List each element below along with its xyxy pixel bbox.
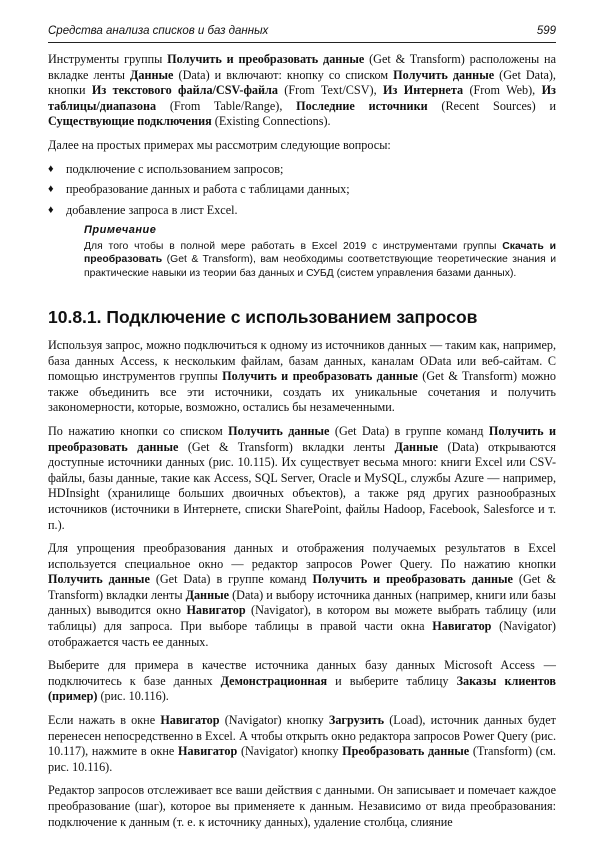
question-list <box>48 162 556 219</box>
text-run: (Data) и включают: кнопку со списком <box>173 67 394 82</box>
bold-term: Данные <box>394 439 439 454</box>
intro-paragraph-2: Далее на простых примерах мы рассмотрим следующие вопросы: <box>48 137 391 152</box>
bold-term: Получить и преобразовать данные <box>222 369 418 384</box>
bold-term: Демонстрационная <box>220 673 328 688</box>
diamond-bullet-icon: ♦ <box>48 183 54 196</box>
text-run: (From Web), <box>463 83 542 98</box>
bold-term: Получить и преобразовать данные <box>48 423 556 454</box>
note-heading: Примечание <box>84 224 157 237</box>
text-run: Если нажать в окне <box>48 713 161 728</box>
bold-term: Навигатор <box>160 713 220 728</box>
bold-term: Данные <box>130 67 174 82</box>
section-heading: 10.8.1. Подключение с использованием запросов <box>48 306 478 327</box>
text-run: (Get & Transform) можно также объединить все эти источники, создать их уникальные сочетания и получить закономерности, которые, возможно, остались бы незамеченными. <box>48 369 556 415</box>
intro-paragraph-1 <box>48 52 556 130</box>
diamond-bullet-icon: ♦ <box>48 203 54 216</box>
section-paragraph <box>48 424 556 533</box>
list-item: ♦ добавление запроса в лист Excel. <box>48 202 238 217</box>
text-run: (Navigator) отображается часть ее данных. <box>48 619 556 649</box>
bold-term: Навигатор <box>432 619 492 634</box>
text-run: (Get Data), кнопки <box>48 67 556 98</box>
text-run: (Navigator), в котором вы можете выбрать таблицу (или таблицы) для запроса. При выборе таблицы в правой части окна <box>48 603 556 634</box>
note-text <box>84 240 556 280</box>
bold-term: Существующие подключения <box>48 114 212 129</box>
text-run: (Data) и выбору источника данных (например, книги или базы данных) выводится окно <box>48 587 556 618</box>
text-run: (Get Data) в группе команд <box>329 423 489 438</box>
text-run: (Data) открываются доступные источники данных (рис. 10.115). Их существует весьма много: книги Excel или CSV-файлы, базы данные, такие как Access, SQL Server, Oracle и MySQL, службы Azure — например, HDInsight (хранилище больших двоичных объектов), а также ряд других разнообразных источников (источники в Интернете, списки SharePoint, файлы Hadoop, Facebook, Salesforce и т. п.). <box>48 439 557 532</box>
text-run: (Get & Transform) вкладки ленты <box>178 439 395 454</box>
page-number: 599 <box>536 25 556 37</box>
section-paragraph <box>48 713 556 775</box>
section-paragraph <box>48 541 556 650</box>
bold-term: Из текстового файла/CSV-файла <box>91 83 278 98</box>
bold-term: Навигатор <box>178 744 238 759</box>
list-item: ♦ преобразование данных и работа с таблицами данных; <box>48 182 350 197</box>
text-run: (Transform) (см. рис. 10.116). <box>48 744 556 774</box>
diamond-bullet-icon: ♦ <box>48 162 54 175</box>
text-run: (Navigator) кнопку <box>219 713 329 728</box>
text-run: (Recent Sources) и <box>427 98 556 113</box>
text-run: (Get Data) в группе команд <box>149 572 313 587</box>
bold-term: Получить данные <box>48 572 150 587</box>
text-run: (From Table/Range), <box>156 98 297 113</box>
text-run: (Existing Connections). <box>211 114 331 129</box>
note-box <box>84 224 556 280</box>
text-run: (Get & Transform), вам необходимы соответствующие теоретические знания и практические навыки из теории баз данных и СУБД (систем управления базами данных). <box>84 254 556 279</box>
text-run: Инструменты группы <box>48 52 168 66</box>
page-body <box>48 52 556 838</box>
bold-term: Из таблицы/диапазона <box>48 83 556 113</box>
text-run: (рис. 10.116). <box>97 689 169 704</box>
bold-term: Заказы клиентов (пример) <box>48 673 556 704</box>
text-run: Для того чтобы в полной мере работать в Excel 2019 с инструментами группы <box>84 240 503 252</box>
text-run: Редактор запросов отслеживает все ваши действия с данными. Он записывает и помечает каждое преобразование (шаг), которое вы применяете к данным. Независимо от вида преобразования: подключение к данным (т. е. к источнику данных), удаление столбца, слияние <box>48 783 556 829</box>
text-run: (Load), источник данных будет перенесен непосредственно в Excel. А чтобы открыть окно редактора запросов Power Query (рис. 10.117), нажмите в окне <box>48 713 556 759</box>
list-item: ♦ подключение с использованием запросов; <box>48 161 284 176</box>
header-title: Средства анализа списков и баз данных <box>48 25 269 37</box>
text-run: и выберите таблицу <box>327 673 457 688</box>
text-run: (From Text/CSV), <box>277 83 383 98</box>
text-run: Для упрощения преобразования данных и отображения получаемых результатов в Excel используется специальное окно — редактор запросов Power Query. По нажатию кнопки <box>48 541 556 571</box>
bold-term: Преобразовать данные <box>342 744 470 759</box>
text-run: Используя запрос, можно подключиться к одному из источников данных — таким как, например, база данных Access, к нескольким файлам, базам данных, каналам OData или веб-сайтам. С помощью инструментов группы <box>48 337 556 384</box>
section-paragraph <box>48 783 556 830</box>
bold-term: Навигатор <box>186 603 246 618</box>
bold-term: Получить данные <box>228 423 330 438</box>
section-paragraph <box>48 658 556 705</box>
section-paragraph <box>48 338 556 416</box>
text-run: Выберите для примера в качестве источника данных базу данных Microsoft Access — подключитесь к базе данных <box>48 658 556 688</box>
text-run: По нажатию кнопки со списком <box>48 423 229 438</box>
bold-term: Загрузить <box>328 713 385 728</box>
bold-term: Получить и преобразовать данные <box>312 572 513 587</box>
text-run: (Get & Transform) вкладки ленты <box>48 572 556 602</box>
text-run: (Navigator) кнопку <box>237 744 343 759</box>
bold-term: Данные <box>185 587 230 602</box>
bold-term: Последние источники <box>296 98 428 113</box>
bold-term: Скачать и преобразовать <box>84 240 556 266</box>
bold-term: Из Интернета <box>382 83 464 98</box>
bold-term: Получить и преобразовать данные <box>167 52 365 66</box>
running-header <box>48 24 556 43</box>
text-run: (Get & Transform) расположены на вкладке ленты <box>48 52 556 82</box>
bold-term: Получить данные <box>393 67 495 82</box>
